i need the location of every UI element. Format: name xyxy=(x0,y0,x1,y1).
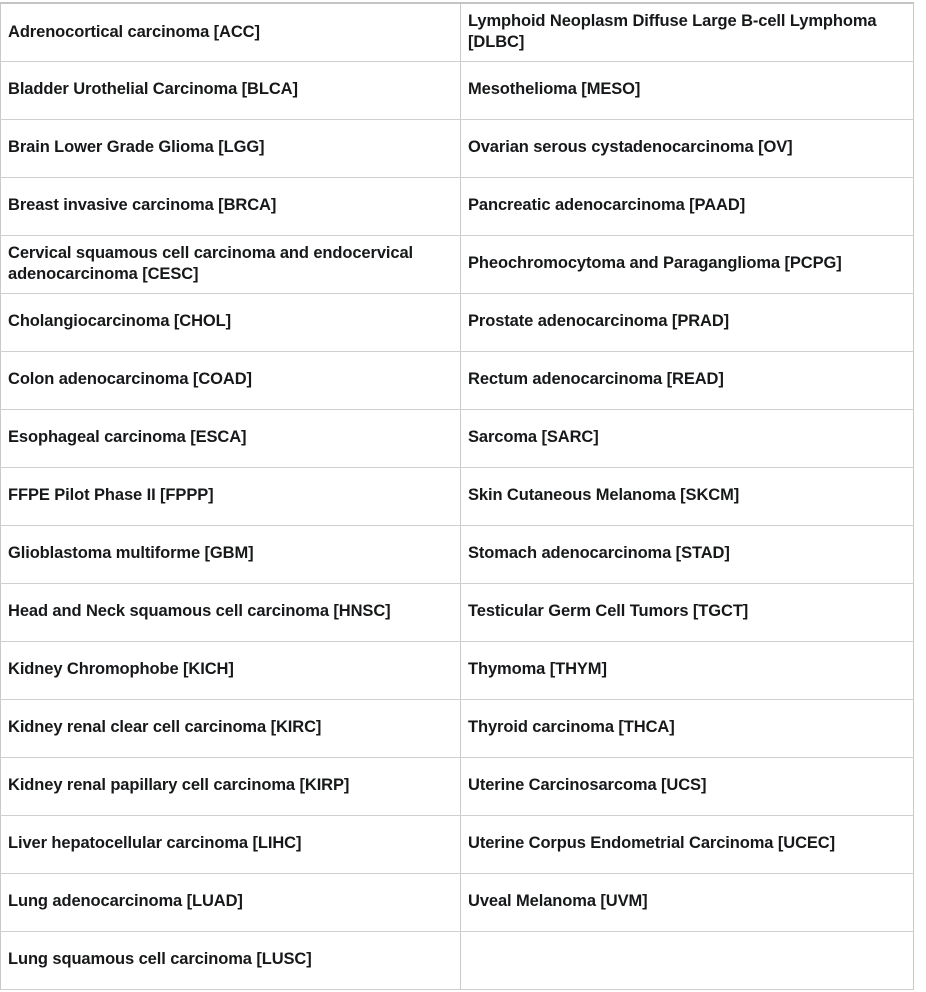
table-cell-study[interactable] xyxy=(1,467,461,525)
table-cell-study[interactable] xyxy=(461,61,914,119)
study-name-label: Stomach adenocarcinoma [STAD] xyxy=(468,544,730,563)
study-name-label: Head and Neck squamous cell carcinoma [HNSC] xyxy=(8,602,391,621)
table-row[interactable] xyxy=(1,757,914,815)
table-cell-study[interactable] xyxy=(1,525,461,583)
study-name-label: Ovarian serous cystadenocarcinoma [OV] xyxy=(468,138,793,157)
study-name-label: FFPE Pilot Phase II [FPPP] xyxy=(8,486,214,505)
table-cell-study[interactable] xyxy=(461,699,914,757)
study-name-label: Glioblastoma multiforme [GBM] xyxy=(8,544,254,563)
study-name-label: Lung adenocarcinoma [LUAD] xyxy=(8,892,243,911)
table-cell-study[interactable] xyxy=(461,3,914,61)
study-name-label: Lymphoid Neoplasm Diffuse Large B-cell Lymphoma [DLBC] xyxy=(468,11,877,52)
table-cell-study[interactable] xyxy=(461,525,914,583)
study-name-label: Uterine Carcinosarcoma [UCS] xyxy=(468,776,707,795)
table-row[interactable] xyxy=(1,525,914,583)
table-row[interactable] xyxy=(1,235,914,293)
study-name-label: Cholangiocarcinoma [CHOL] xyxy=(8,312,232,331)
study-name-label: Kidney renal clear cell carcinoma [KIRC] xyxy=(8,718,322,737)
study-table-body xyxy=(1,3,914,989)
study-name-label: Esophageal carcinoma [ESCA] xyxy=(8,428,247,447)
study-name-label: Pheochromocytoma and Paraganglioma [PCPG] xyxy=(468,254,842,273)
table-row[interactable] xyxy=(1,583,914,641)
table-cell-study[interactable] xyxy=(461,757,914,815)
table-cell-study[interactable] xyxy=(1,351,461,409)
study-name-label: Adrenocortical carcinoma [ACC] xyxy=(8,22,260,41)
table-row[interactable] xyxy=(1,873,914,931)
study-name-label: Kidney renal papillary cell carcinoma [KIRP] xyxy=(8,776,350,795)
study-name-label: Cervical squamous cell carcinoma and endocervical adenocarcinoma [CESC] xyxy=(8,243,414,283)
study-name-label: Testicular Germ Cell Tumors [TGCT] xyxy=(468,602,749,621)
study-name-label: Sarcoma [SARC] xyxy=(468,428,599,447)
study-name-label: Uterine Corpus Endometrial Carcinoma [UCEC] xyxy=(468,834,836,853)
tcga-study-table xyxy=(0,2,914,990)
table-cell-study[interactable] xyxy=(461,409,914,467)
study-name-label: Prostate adenocarcinoma [PRAD] xyxy=(468,312,730,331)
table-cell-study[interactable] xyxy=(1,641,461,699)
table-row[interactable] xyxy=(1,61,914,119)
table-cell-study[interactable] xyxy=(1,931,461,989)
table-row[interactable] xyxy=(1,641,914,699)
table-cell-study[interactable] xyxy=(1,699,461,757)
table-cell-study[interactable] xyxy=(1,757,461,815)
table-row[interactable] xyxy=(1,409,914,467)
table-cell-study[interactable] xyxy=(1,583,461,641)
table-cell-study[interactable] xyxy=(461,467,914,525)
table-cell-study[interactable] xyxy=(1,177,461,235)
table-cell-study[interactable] xyxy=(1,873,461,931)
study-name-label: Breast invasive carcinoma [BRCA] xyxy=(8,196,277,215)
study-name-label: Skin Cutaneous Melanoma [SKCM] xyxy=(468,486,740,505)
table-cell-study[interactable] xyxy=(461,641,914,699)
table-cell-study[interactable] xyxy=(1,235,461,293)
table-cell-study[interactable] xyxy=(461,293,914,351)
study-name-label: Lung squamous cell carcinoma [LUSC] xyxy=(8,950,312,969)
study-name-label: Colon adenocarcinoma [COAD] xyxy=(8,370,252,389)
table-row[interactable] xyxy=(1,119,914,177)
table-cell-study[interactable] xyxy=(461,235,914,293)
study-name-label: Rectum adenocarcinoma [READ] xyxy=(468,370,724,389)
table-row[interactable] xyxy=(1,467,914,525)
table-row[interactable] xyxy=(1,177,914,235)
table-row[interactable] xyxy=(1,3,914,61)
study-name-label: Liver hepatocellular carcinoma [LIHC] xyxy=(8,834,302,853)
table-cell-study[interactable] xyxy=(461,177,914,235)
table-cell-study[interactable] xyxy=(461,815,914,873)
table-cell-study[interactable] xyxy=(1,293,461,351)
table-cell-study[interactable] xyxy=(461,873,914,931)
table-row[interactable] xyxy=(1,699,914,757)
table-cell-study-selected[interactable] xyxy=(1,815,461,873)
study-name-label: Bladder Urothelial Carcinoma [BLCA] xyxy=(8,80,298,99)
table-cell-study[interactable] xyxy=(1,3,461,61)
table-row[interactable] xyxy=(1,815,914,873)
table-cell-study[interactable] xyxy=(461,351,914,409)
table-cell-study[interactable] xyxy=(1,119,461,177)
study-name-label: Thymoma [THYM] xyxy=(468,660,607,679)
table-cell-empty xyxy=(461,931,914,989)
study-name-label: Uveal Melanoma [UVM] xyxy=(468,892,648,911)
table-cell-study[interactable] xyxy=(1,409,461,467)
table-cell-study[interactable] xyxy=(461,119,914,177)
table-cell-study[interactable] xyxy=(1,61,461,119)
table-row[interactable] xyxy=(1,351,914,409)
table-cell-study[interactable] xyxy=(461,583,914,641)
study-name-label: Kidney Chromophobe [KICH] xyxy=(8,660,234,679)
table-row[interactable] xyxy=(1,931,914,989)
study-name-label: Thyroid carcinoma [THCA] xyxy=(468,718,675,737)
study-name-label: Brain Lower Grade Glioma [LGG] xyxy=(8,138,265,157)
study-name-label: Pancreatic adenocarcinoma [PAAD] xyxy=(468,196,746,215)
table-row[interactable] xyxy=(1,293,914,351)
study-name-label: Mesothelioma [MESO] xyxy=(468,80,641,99)
